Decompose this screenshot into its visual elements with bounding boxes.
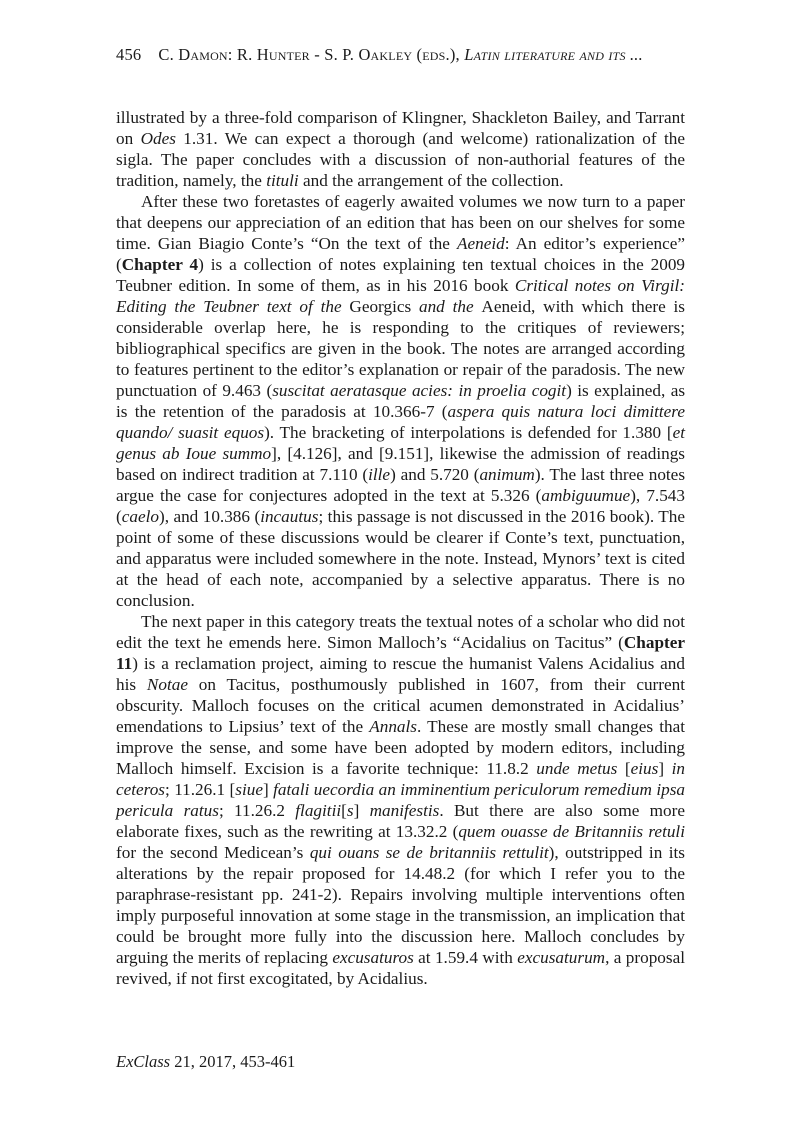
- text-run: : An editor’s experience” (: [116, 234, 685, 274]
- text-run: aspera quis natura loci dimittere quando/ suasit equos: [116, 402, 685, 442]
- text-run: ]: [353, 801, 370, 820]
- paragraph: [116, 191, 685, 611]
- text-run: flagitii: [295, 801, 342, 820]
- text-run: et genus ab Ioue summo: [116, 423, 685, 463]
- text-run: for the second Medicean’s: [116, 843, 310, 862]
- text-run: excusaturos: [332, 948, 414, 967]
- text-run: ], [4.126], and [9.151], likewise the admission of readings based on indirect tradition at 7.110 (: [116, 444, 685, 484]
- text-run: fatali uecordia an imminentium periculorum remedium ipsa pericula ratus: [116, 780, 685, 820]
- text-run: animum: [479, 465, 535, 484]
- text-run: in ceteros: [116, 759, 685, 799]
- text-run: ), and 10.386 (: [158, 507, 261, 526]
- text-run: ) is a collection of notes explaining ten textual choices in the 2009 Teubner edition. In some of them, as in his 2016 book: [116, 255, 686, 295]
- text-run: ]: [262, 780, 274, 799]
- text-run: illustrated by a three-fold comparison of Klingner, Shackleton Bailey, and Tarrant on: [116, 108, 685, 148]
- text-run: Notae: [146, 675, 188, 694]
- text-run: manifestis: [369, 801, 440, 820]
- text-run: ille: [368, 465, 391, 484]
- text-run: Aeneid: [456, 234, 505, 253]
- text-run: Aeneid, with which there is considerable overlap here, he is responding to the critiques of reviewers; bibliographical specifics are given in the book. The notes are arranged according to features pertinent to the editor’s explanation or repair of the paradosis. The new punctuation of 9.463 (: [116, 297, 685, 400]
- text-run: unde metus: [536, 759, 625, 778]
- text-run: suscitat aeratasque acies: in proelia cogit: [272, 381, 567, 400]
- text-run: ; 11.26.1 [: [165, 780, 236, 799]
- text-run: tituli: [266, 171, 299, 190]
- text-run: ). The last three notes argue the case for conjectures adopted in the text at 5.326 (: [116, 465, 686, 505]
- text-run: qui ouans se de britanniis rettulit: [309, 843, 549, 862]
- text-run: on Tacitus, posthumously published in 1607, from their current obscurity. Malloch focuses on the critical acumen demonstrated in Acidalius’ emendations to Lipsius’ text of the: [116, 675, 685, 736]
- text-run: excusaturum: [517, 948, 606, 967]
- text-run: Chapter 11: [116, 633, 685, 673]
- text-run: eius: [630, 759, 659, 778]
- text-run: quem ouasse de Britanniis retuli: [458, 822, 685, 841]
- text-run: . These are mostly small changes that improve the sense, and some have been adopted by modern editors, including Malloch himself. Excision is a favorite technique: 11.8.2: [116, 717, 685, 778]
- text-run: , a proposal revived, if not first excogitated, by Acidalius.: [116, 948, 685, 988]
- text-run: ) is a reclamation project, aiming to rescue the humanist Valens Acidalius and his: [116, 654, 685, 694]
- text-run: ExClass: [116, 1052, 171, 1071]
- text-run: Critical notes on Virgil: Editing the Teubner text of the: [116, 276, 685, 316]
- text-run: ) and 5.720 (: [390, 465, 480, 484]
- text-run: ). The bracketing of interpolations is defended for 1.380 [: [264, 423, 673, 442]
- text-run: siue: [235, 780, 263, 799]
- text-run: ; this passage is not discussed in the 2016 book). The point of some of these discussions would be clearer if Conte’s text, punctuation, and apparatus were included somewhere in the note. Instead, Mynors’ text is cited at the head of each note, accompanied by a selective apparatus. There is no conclusion.: [116, 507, 685, 610]
- text-run: at 1.59.4 with: [413, 948, 518, 967]
- text-run: ), outstripped in its alterations by the repair proposed for 14.48.2 (for which I refer you to the paraphrase-resistant pp. 241-2). Repairs involving multiple interventions often imply purposeful innovation at some stage in the transmission, an implication that could be brought more fully into the discussion here. Malloch concludes by arguing the merits of replacing: [116, 843, 685, 967]
- running-title: [158, 45, 643, 65]
- text-run: After these two foretastes of eagerly awaited volumes we now turn to a paper that deepens our appreciation of an edition that has been on our shelves for some time. Gian Biagio Conte’s “On the text of the: [116, 192, 685, 253]
- text-run: caelo: [121, 507, 159, 526]
- text-run: C. Damon: R. Hunter - S. P. Oakley (eds.),: [158, 45, 465, 64]
- text-run: s: [346, 801, 354, 820]
- text-run: incautus: [260, 507, 319, 526]
- text-run: 1.31. We can expect a thorough (and welcome) rationalization of the sigla. The paper concludes with a discussion of non-authorial features of the tradition, namely, the: [116, 129, 685, 190]
- text-run: ) is explained, as is the retention of the paradosis at 10.366-7 (: [116, 381, 686, 421]
- text-run: Georgics: [349, 297, 412, 316]
- running-header: [116, 45, 690, 65]
- text-run: Latin literature and its ...: [464, 45, 643, 64]
- text-run: ; 11.26.2: [218, 801, 296, 820]
- text-run: ), 7.543 (: [116, 486, 685, 526]
- text-run: ambiguumue: [541, 486, 631, 505]
- text-run: The next paper in this category treats the textual notes of a scholar who did not edit the text he emends here. Simon Malloch’s “Acidalius on Tacitus” (: [116, 612, 685, 652]
- page-body: [116, 107, 685, 989]
- paragraph: [116, 611, 685, 989]
- text-run: . But there are also some more elaborate fixes, such as the rewriting at 13.32.2 (: [116, 801, 685, 841]
- text-run: Chapter 4: [121, 255, 199, 274]
- text-run: and the arrangement of the collection.: [298, 171, 564, 190]
- text-run: [: [624, 759, 631, 778]
- page-number: 456: [116, 45, 142, 64]
- text-run: ]: [658, 759, 665, 778]
- paragraph: [116, 107, 685, 191]
- text-run: and the: [411, 297, 482, 316]
- text-run: 21, 2017, 453-461: [170, 1052, 296, 1071]
- journal-citation: [116, 1052, 295, 1072]
- text-run: Annals: [369, 717, 417, 736]
- text-run: [: [341, 801, 347, 820]
- text-run: Odes: [140, 129, 176, 148]
